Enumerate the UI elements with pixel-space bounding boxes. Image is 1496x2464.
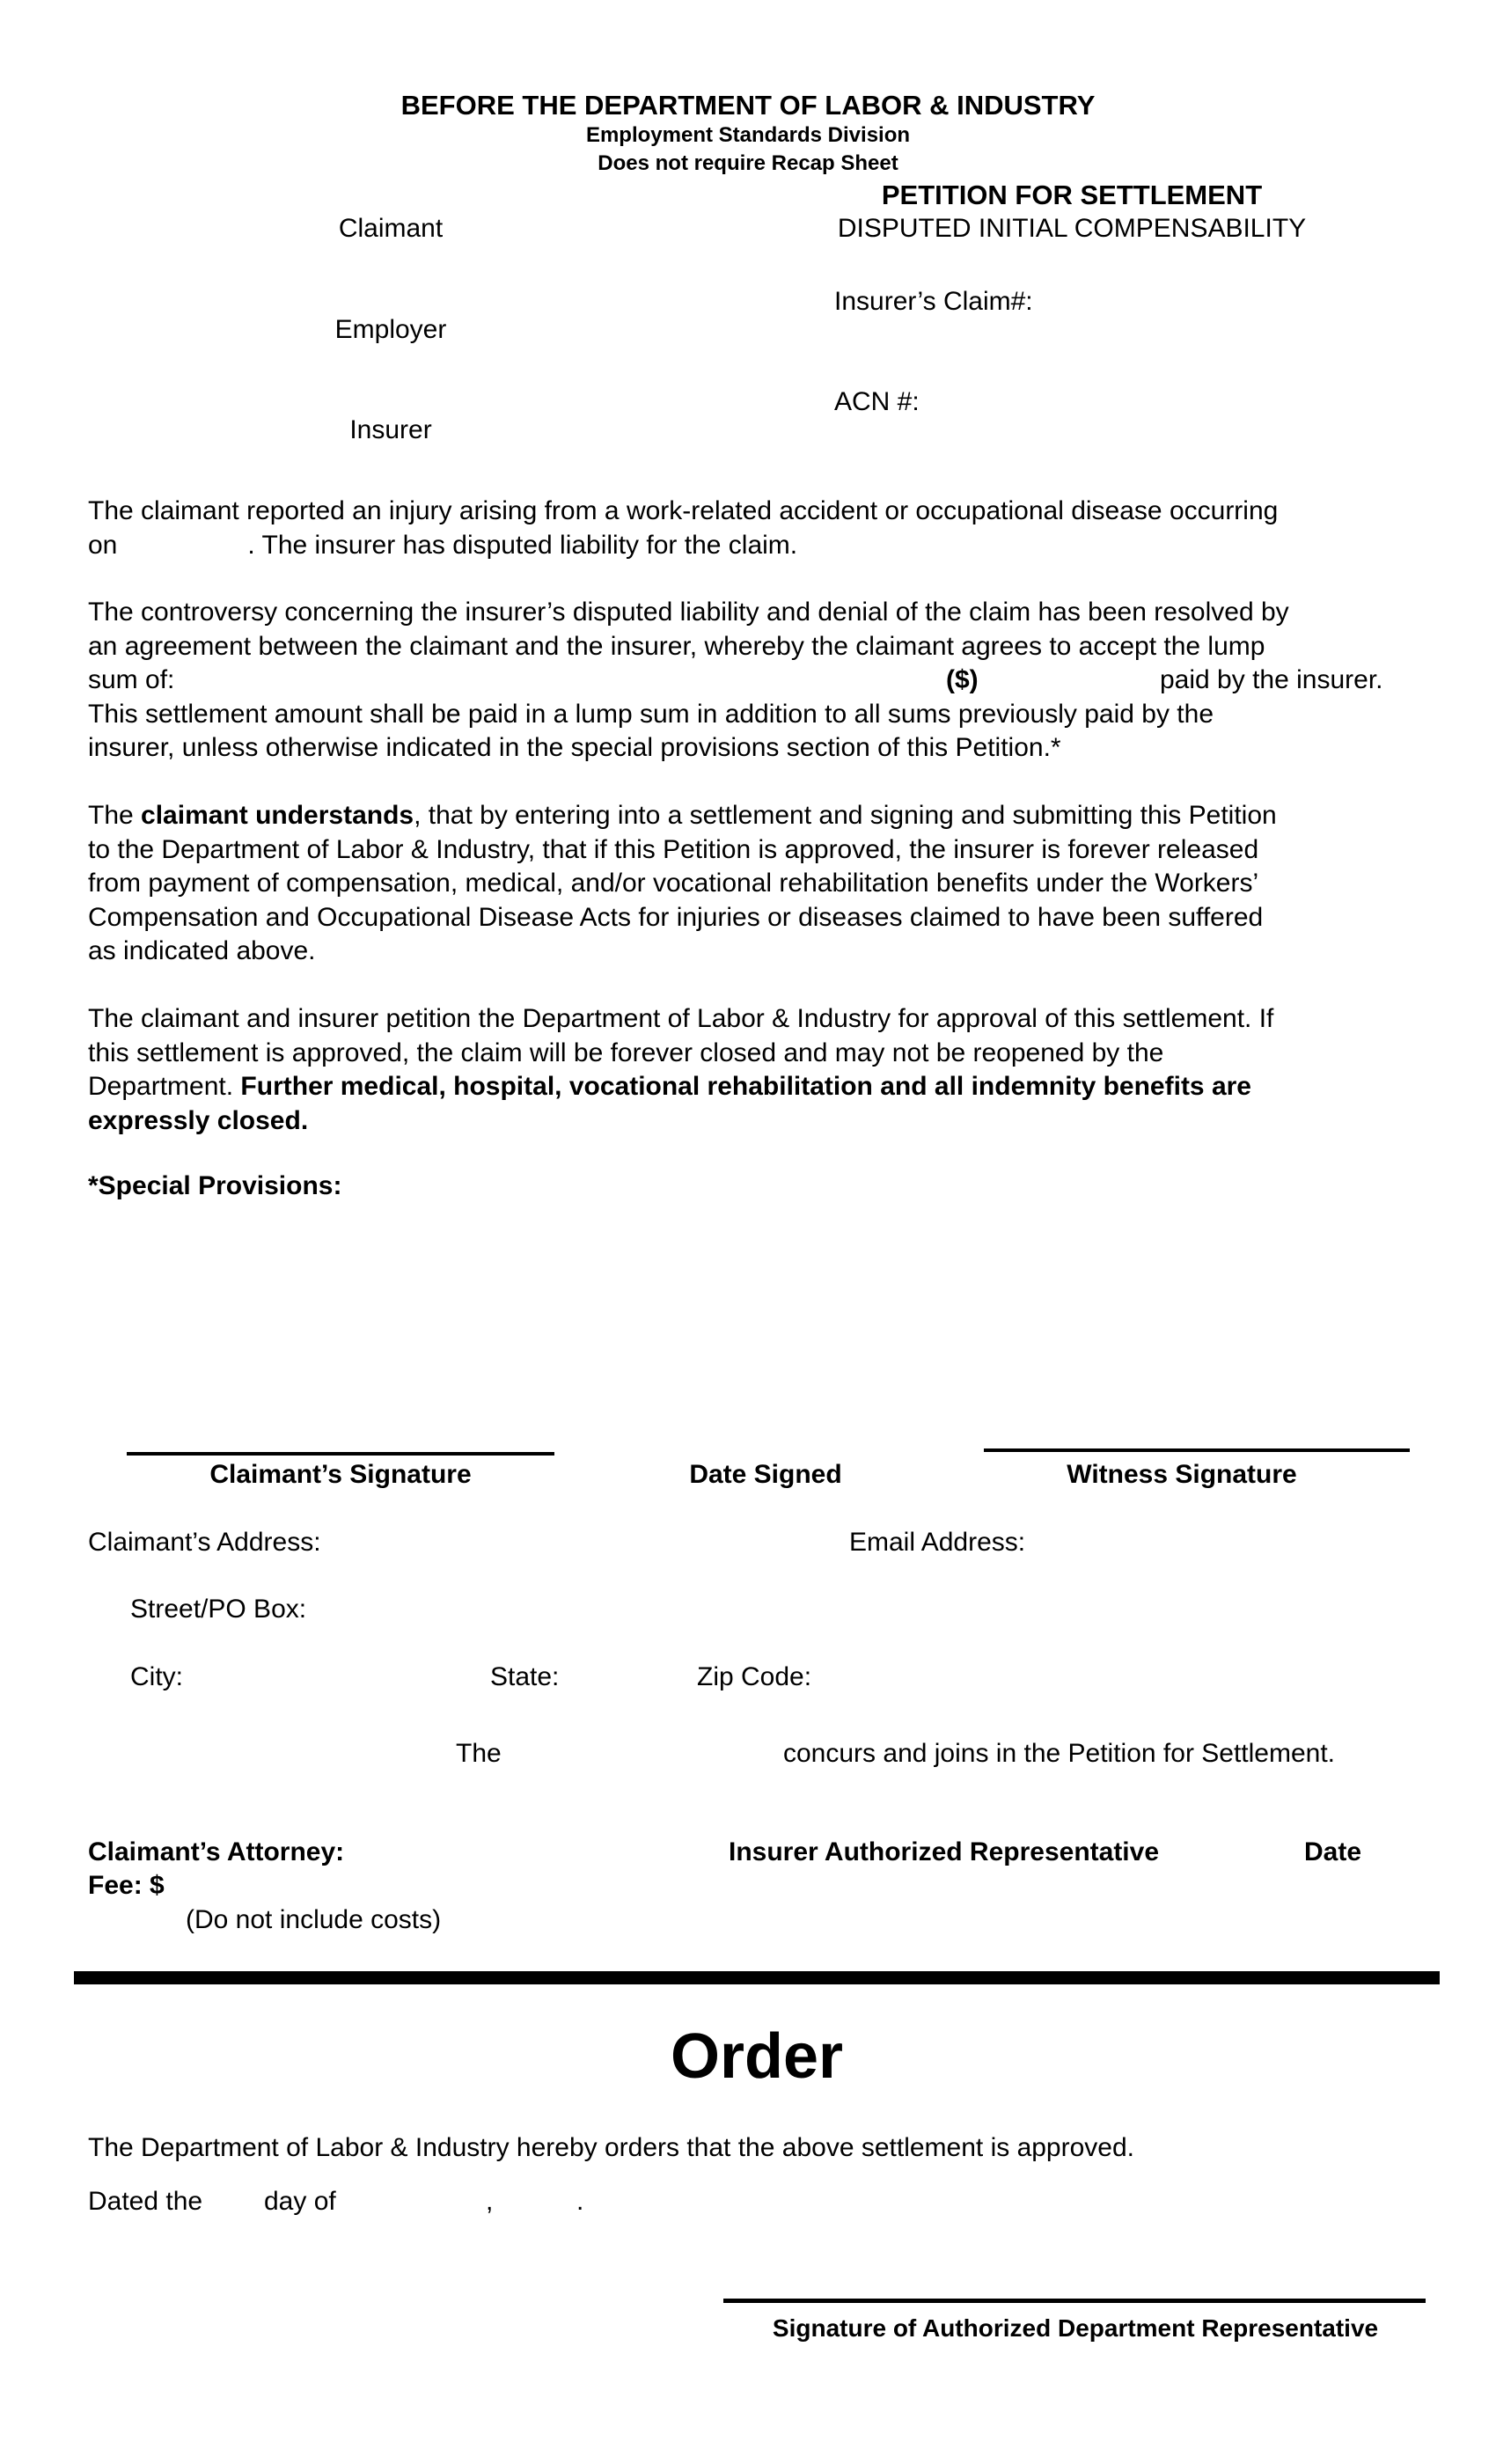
petition-approval-paragraph bbox=[88, 1002, 1430, 1138]
date-label: Date bbox=[1304, 1837, 1362, 1866]
paragraph-line: Compensation and Occupational Disease Acts for injuries or diseases claimed to have been suffered bbox=[88, 902, 1264, 932]
text-fragment: , that by entering into a settlement and signing and submitting this Petition bbox=[414, 801, 1277, 830]
paid-by-insurer-text: paid by the insurer. bbox=[1160, 665, 1383, 694]
department-signature-label: Signature of Authorized Department Representative bbox=[772, 2314, 1379, 2342]
state-label: State: bbox=[490, 1662, 560, 1691]
paragraph-line bbox=[88, 799, 1430, 833]
paragraph-line: The claimant and insurer petition the Department of Labor & Industry for approval of this settlement. If bbox=[88, 1004, 1274, 1033]
paragraph-line bbox=[88, 529, 1430, 563]
sum-of-label: sum of: bbox=[88, 665, 175, 694]
day-of-label: day of bbox=[264, 2187, 336, 2216]
claimant-signature-line[interactable] bbox=[127, 1452, 554, 1456]
closed-benefits-bold: Further medical, hospital, vocational rehabilitation and all indemnity benefits are bbox=[240, 1072, 1251, 1101]
street-label: Street/PO Box: bbox=[130, 1595, 307, 1624]
witness-signature-line[interactable] bbox=[984, 1448, 1410, 1452]
settlement-paragraph bbox=[88, 596, 1430, 766]
date-signed-label: Date Signed bbox=[689, 1460, 842, 1489]
claimant-address-label: Claimant’s Address: bbox=[88, 1528, 321, 1557]
date-period: . bbox=[576, 2187, 584, 2216]
paragraph-line: insurer, unless otherwise indicated in the special provisions section of this Petition.* bbox=[88, 733, 1061, 762]
special-provisions-label: *Special Provisions: bbox=[88, 1171, 342, 1200]
fee-label: Fee: $ bbox=[88, 1871, 165, 1900]
claimant-understands-paragraph bbox=[88, 799, 1430, 969]
concurrence-the: The bbox=[456, 1739, 502, 1768]
employer-label: Employer bbox=[334, 315, 447, 344]
text-fragment: Department. bbox=[88, 1072, 241, 1101]
paragraph-line: this settlement is approved, the claim will be forever closed and may not be reopened by the bbox=[88, 1038, 1164, 1067]
concurrence-statement: concurs and joins in the Petition for Settlement. bbox=[783, 1739, 1336, 1768]
disputed-liability-text: . The insurer has disputed liability for the claim. bbox=[247, 530, 798, 560]
dollar-amount-label: ($) bbox=[946, 665, 979, 694]
paragraph-line bbox=[88, 1070, 1430, 1104]
special-provisions-area[interactable] bbox=[88, 1214, 1430, 1434]
acn-label: ACN #: bbox=[834, 387, 920, 416]
injury-paragraph bbox=[88, 495, 1430, 562]
dated-the-label: Dated the bbox=[88, 2187, 203, 2216]
order-statement: The Department of Labor & Industry hereby orders that the above settlement is approved. bbox=[88, 2133, 1134, 2162]
document-title: BEFORE THE DEPARTMENT OF LABOR & INDUSTRY bbox=[400, 90, 1096, 121]
claimant-understands-bold: claimant understands bbox=[141, 801, 414, 830]
paragraph-line: from payment of compensation, medical, and/or vocational rehabilitation benefits under the Workers’ bbox=[88, 869, 1259, 898]
witness-signature-label: Witness Signature bbox=[1067, 1460, 1297, 1489]
insurer-label: Insurer bbox=[349, 415, 432, 444]
city-label: City: bbox=[130, 1662, 183, 1691]
section-divider bbox=[74, 1971, 1440, 1984]
petition-title: PETITION FOR SETTLEMENT bbox=[881, 180, 1263, 210]
paragraph-line: This settlement amount shall be paid in a lump sum in addition to all sums previously paid by the bbox=[88, 699, 1214, 729]
claimant-label: Claimant bbox=[338, 214, 444, 243]
zip-code-label: Zip Code: bbox=[697, 1662, 812, 1691]
recap-note: Does not require Recap Sheet bbox=[598, 151, 898, 175]
insurer-representative-label: Insurer Authorized Representative bbox=[729, 1837, 1160, 1866]
on-text: on bbox=[88, 530, 118, 560]
paragraph-line: expressly closed. bbox=[88, 1105, 309, 1135]
order-title: Order bbox=[670, 2021, 844, 2092]
claimant-signature-label: Claimant’s Signature bbox=[209, 1460, 472, 1489]
paragraph-line: as indicated above. bbox=[88, 936, 316, 965]
paragraph-line: an agreement between the claimant and the insurer, whereby the claimant agrees to accept the lump bbox=[88, 631, 1265, 661]
paragraph-line: to the Department of Labor & Industry, that if this Petition is approved, the insurer is forever released bbox=[88, 834, 1259, 864]
date-comma: , bbox=[486, 2187, 494, 2216]
paragraph-line bbox=[88, 664, 1430, 698]
paragraph-line: The claimant reported an injury arising from a work-related accident or occupational disease occurring bbox=[88, 496, 1279, 525]
claimant-attorney-label: Claimant’s Attorney: bbox=[88, 1837, 345, 1866]
paragraph-line: The controversy concerning the insurer’s disputed liability and denial of the claim has been resolved by bbox=[88, 598, 1289, 627]
department-signature-line[interactable] bbox=[723, 2299, 1426, 2303]
division-name: Employment Standards Division bbox=[585, 123, 911, 147]
petition-subtitle: DISPUTED INITIAL COMPENSABILITY bbox=[837, 214, 1307, 243]
text-fragment: The bbox=[88, 801, 142, 830]
insurer-claim-label: Insurer’s Claim#: bbox=[834, 287, 1033, 316]
fee-note: (Do not include costs) bbox=[186, 1905, 442, 1934]
email-address-label: Email Address: bbox=[849, 1528, 1026, 1557]
